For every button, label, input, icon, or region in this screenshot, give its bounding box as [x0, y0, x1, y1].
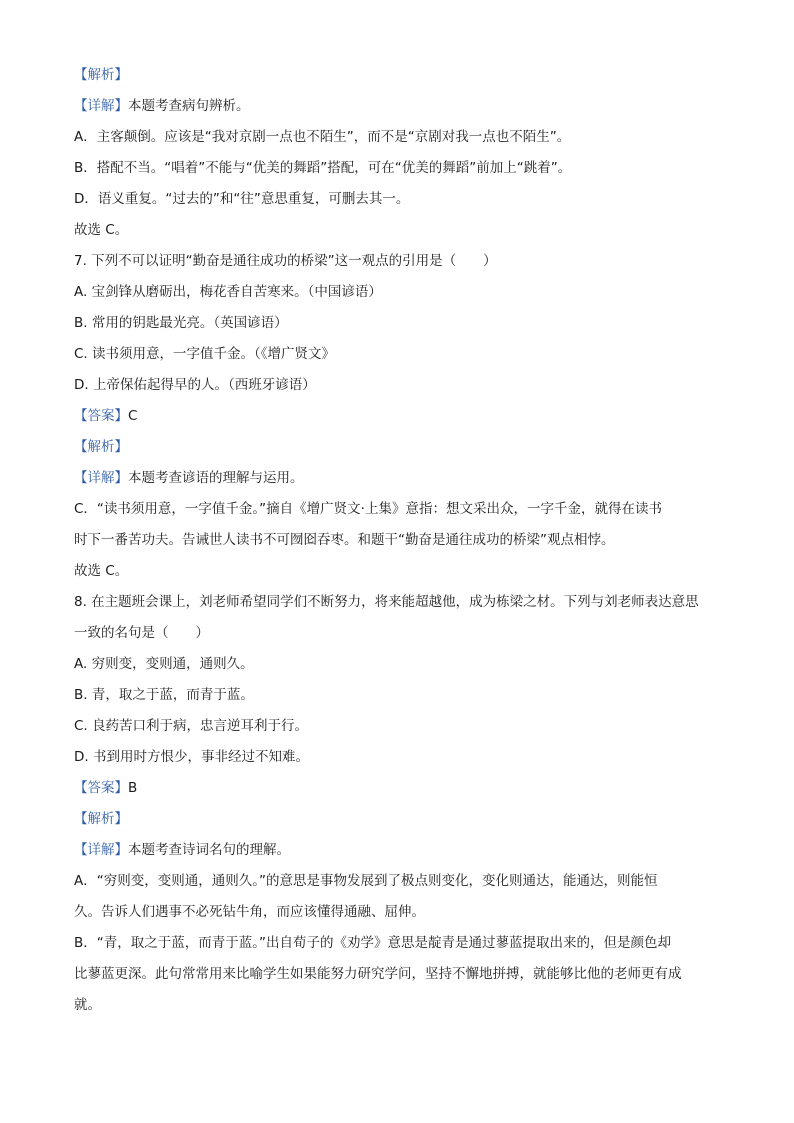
line-text: 本题考查病句辨析。 [128, 98, 250, 114]
line-text: B．搭配不当。“唱着”不能与“优美的舞蹈”搭配，可在“优美的舞蹈”前加上“跳着”。 [74, 160, 572, 176]
line-text: C [128, 408, 138, 424]
text-line [74, 901, 724, 923]
line-text: D．语义重复。“过去的”和“往”意思重复，可删去其一。 [74, 191, 410, 207]
line-text: B. 青，取之于蓝，而青于蓝。 [74, 687, 254, 703]
text-line [74, 808, 724, 830]
line-text: B. 常用的钥匙最光亮。（英国谚语） [74, 315, 288, 331]
line-text: C. 读书须用意，一字值千金。（《增广贤文》 [74, 346, 336, 362]
text-line [74, 498, 724, 520]
section-tag: 【解析】 [74, 439, 128, 455]
text-line [74, 374, 724, 396]
line-text: 本题考查谚语的理解与运用。 [128, 470, 304, 486]
line-text: 时下一番苦功夫。告诫世人读书不可囫囵吞枣。和题干“勤奋是通往成功的桥梁”观点相悖。 [74, 532, 615, 548]
line-text: A．主客颠倒。应该是“我对京剧一点也不陌生”，而不是“京剧对我一点也不陌生”。 [74, 129, 571, 145]
text-line [74, 219, 724, 241]
text-line [74, 746, 724, 768]
line-text: 故选 C。 [74, 222, 129, 238]
text-line [74, 560, 724, 582]
text-line [74, 405, 724, 427]
text-line [74, 653, 724, 675]
text-line [74, 312, 724, 334]
line-text: 就。 [74, 997, 101, 1013]
line-text: A. 宝剑锋从磨砺出，梅花香自苦寒来。（中国谚语） [74, 284, 382, 300]
line-text: D. 上帝保佑起得早的人。（西班牙谚语） [74, 377, 316, 393]
text-line [74, 281, 724, 303]
line-text: C. 良药苦口利于病，忠言逆耳利于行。 [74, 718, 309, 734]
text-line [74, 64, 724, 86]
section-tag: 【解析】 [74, 67, 128, 83]
text-line [74, 343, 724, 365]
line-text: B [128, 780, 138, 796]
text-line [74, 126, 724, 148]
text-line [74, 467, 724, 489]
line-text: C．“读书须用意，一字值千金。”摘自《增广贤文·上集》意指：想文采出众，一字千金，就得在读书 [74, 501, 662, 517]
line-text: A．“穷则变，变则通，通则久。”的意思是事物发展到了极点则变化，变化则通达，能通达，则能恒 [74, 873, 658, 889]
line-text: D. 书到用时方恨少，事非经过不知难。 [74, 749, 309, 765]
text-line [74, 932, 724, 954]
section-tag: 【答案】 [74, 408, 128, 424]
document-body [74, 64, 724, 1025]
text-line [74, 839, 724, 861]
line-text: 一致的名句是（ ） [74, 625, 209, 641]
section-tag: 【解析】 [74, 811, 128, 827]
section-tag: 【详解】 [74, 470, 128, 486]
text-line [74, 622, 724, 644]
text-line [74, 188, 724, 210]
text-line [74, 870, 724, 892]
section-tag: 【答案】 [74, 780, 128, 796]
line-text: 比蓼蓝更深。此句常常用来比喻学生如果能努力研究学问，坚持不懈地拼搏，就能够比他的老师更有成 [74, 966, 682, 982]
section-tag: 【详解】 [74, 98, 128, 114]
text-line [74, 529, 724, 551]
text-line [74, 95, 724, 117]
text-line [74, 963, 724, 985]
line-text: 故选 C。 [74, 563, 129, 579]
line-text: 久。告诉人们遇事不必死钻牛角，而应该懂得通融、屈伸。 [74, 904, 425, 920]
line-text: 本题考查诗词名句的理解。 [128, 842, 290, 858]
text-line [74, 777, 724, 799]
section-tag: 【详解】 [74, 842, 128, 858]
line-text: 8. 在主题班会课上，刘老师希望同学们不断努力，将来能超越他，成为栋梁之材。下列与刘老师表达意思 [74, 594, 699, 610]
text-line [74, 994, 724, 1016]
line-text: A. 穷则变，变则通，通则久。 [74, 656, 254, 672]
text-line [74, 591, 724, 613]
text-line [74, 157, 724, 179]
text-line [74, 715, 724, 737]
line-text: B．“青，取之于蓝，而青于蓝。”出自荀子的《劝学》意思是靛青是通过蓼蓝提取出来的，但是颜色却 [74, 935, 671, 951]
text-line [74, 250, 724, 272]
text-line [74, 436, 724, 458]
line-text: 7. 下列不可以证明“勤奋是通往成功的桥梁”这一观点的引用是（ ） [74, 253, 497, 269]
text-line [74, 684, 724, 706]
